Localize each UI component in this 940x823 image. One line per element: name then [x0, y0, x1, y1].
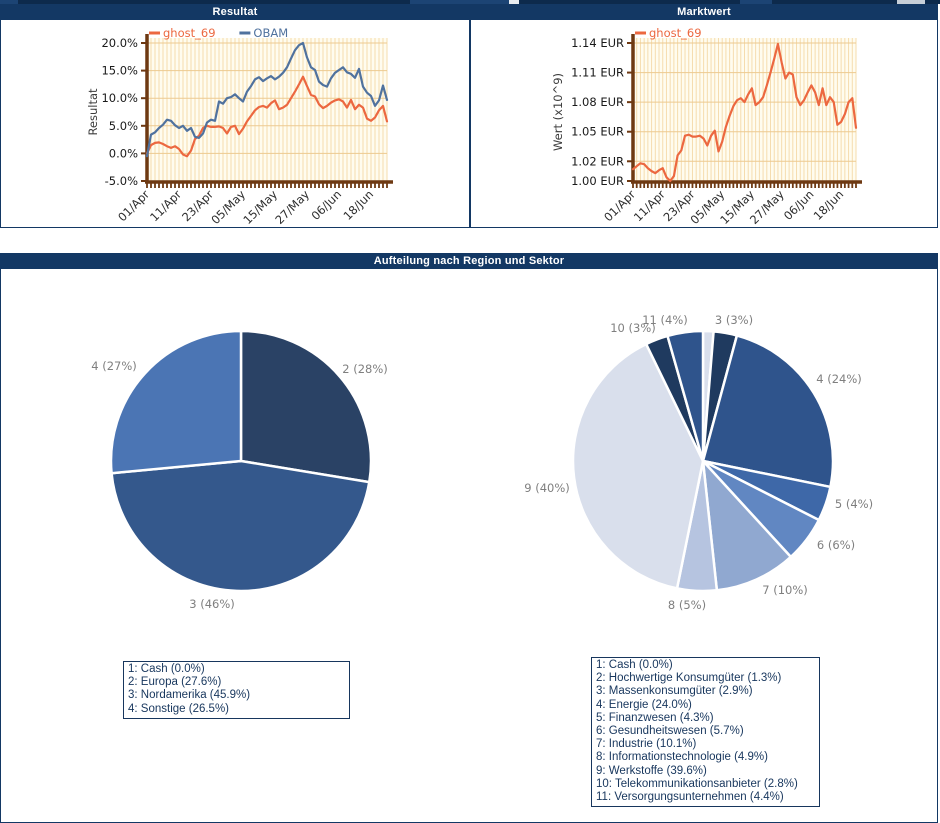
svg-text:23/Apr: 23/Apr: [179, 187, 217, 225]
panel-header: [1, 5, 469, 20]
legend-item: 5: Finanzwesen (4.3%): [596, 711, 714, 724]
pie-slice-2: [241, 331, 371, 482]
svg-text:11/Apr: 11/Apr: [630, 187, 668, 225]
legend-item: 1: Cash (0.0%): [128, 663, 205, 675]
legend-item: 11: Versorgungsunternehmen (4.4%): [596, 791, 784, 804]
marktwert-line-chart: [471, 20, 937, 227]
svg-text:06/Jun: 06/Jun: [308, 187, 345, 223]
panel-resultat: [0, 4, 470, 228]
pie-slice-label: 4 (27%): [91, 359, 137, 373]
pie-slice-label: 3 (46%): [189, 597, 235, 611]
svg-text:5.0%: 5.0%: [108, 118, 138, 133]
svg-text:15.0%: 15.0%: [101, 63, 138, 78]
pie-slice-label: 9 (40%): [524, 481, 570, 495]
legend-item: 9: Werkstoffe (39.6%): [596, 764, 707, 777]
svg-text:1.08 EUR: 1.08 EUR: [571, 95, 624, 110]
svg-text:ghost_69: ghost_69: [163, 26, 216, 40]
svg-text:27/May: 27/May: [272, 187, 313, 227]
pie-slice-label: 2 (28%): [342, 362, 388, 376]
svg-text:Wert (x10^9): Wert (x10^9): [551, 72, 565, 152]
pie-slice-label: 3 (3%): [714, 313, 754, 327]
svg-text:20.0%: 20.0%: [101, 36, 138, 50]
panel-marktwert: [470, 4, 938, 228]
svg-text:1.05 EUR: 1.05 EUR: [571, 124, 624, 139]
pie-slice-label: 8 (5%): [667, 598, 707, 612]
svg-text:ghost_69: ghost_69: [649, 26, 702, 40]
svg-text:23/Apr: 23/Apr: [660, 187, 698, 225]
svg-text:15/May: 15/May: [240, 187, 281, 227]
svg-text:OBAM: OBAM: [253, 26, 289, 40]
legend-item: 4: Energie (24.0%): [596, 698, 692, 711]
panel-aufteilung: [0, 253, 938, 823]
region-legend-box: [123, 661, 350, 719]
pie-slice-4: [111, 331, 241, 473]
legend-item: 10: Telekommunikationsanbieter (2.8%): [596, 777, 798, 790]
legend-item: 1: Cash (0.0%): [596, 659, 673, 671]
svg-text:01/Apr: 01/Apr: [601, 187, 639, 225]
svg-text:11/Apr: 11/Apr: [147, 187, 185, 225]
legend-item: 2: Europa (27.6%): [128, 676, 222, 689]
svg-text:0.0%: 0.0%: [108, 146, 138, 161]
pie-slice-label: 6 (6%): [816, 538, 856, 552]
pie-slice-label: 10 (3%): [610, 321, 656, 335]
svg-text:27/May: 27/May: [746, 187, 787, 227]
legend-item: 2: Hochwertige Konsumgüter (1.3%): [596, 672, 782, 685]
panel-title-marktwert: Marktwert: [677, 6, 731, 18]
legend-item: 3: Nordamerika (45.9%): [128, 689, 251, 702]
pie-slice-3: [112, 461, 370, 591]
svg-text:1.02 EUR: 1.02 EUR: [571, 154, 624, 169]
legend-item: 4: Sonstige (26.5%): [128, 702, 230, 715]
svg-text:Resultat: Resultat: [86, 88, 100, 136]
panel-title-resultat: Resultat: [212, 6, 258, 18]
svg-text:18/Jun: 18/Jun: [340, 187, 377, 223]
svg-text:01/Apr: 01/Apr: [115, 187, 153, 225]
svg-text:15/May: 15/May: [717, 187, 758, 227]
legend-item: 6: Gesundheitswesen (5.7%): [596, 725, 744, 738]
panel-header: [471, 5, 937, 20]
pie-slice-label: 5 (4%): [834, 497, 874, 511]
panel-header: [1, 254, 937, 269]
svg-text:1.11 EUR: 1.11 EUR: [571, 65, 624, 80]
aufteilung-body: [1, 269, 937, 822]
resultat-line-chart: [1, 20, 469, 227]
resultat-chart-area: [1, 20, 469, 227]
pie-slice-label: 11 (4%): [642, 313, 688, 327]
svg-text:05/May: 05/May: [687, 187, 728, 227]
legend-item: 7: Industrie (10.1%): [596, 738, 697, 751]
sektor-legend-box: [591, 657, 820, 807]
svg-text:05/May: 05/May: [208, 187, 249, 227]
legend-item: 8: Informationstechnologie (4.9%): [596, 751, 768, 764]
pie-slice-label: 7 (10%): [762, 583, 808, 597]
svg-text:18/Jun: 18/Jun: [810, 187, 847, 223]
marktwert-chart-area: [471, 20, 937, 227]
svg-text:1.14 EUR: 1.14 EUR: [571, 36, 624, 50]
legend-item: 3: Massenkonsumgüter (2.9%): [596, 685, 753, 698]
panel-title-aufteilung: Aufteilung nach Region und Sektor: [373, 255, 565, 267]
pie-slice-label: 4 (24%): [816, 372, 862, 386]
svg-text:10.0%: 10.0%: [101, 91, 138, 106]
svg-text:-5.0%: -5.0%: [104, 174, 138, 188]
svg-text:1.00 EUR: 1.00 EUR: [571, 174, 624, 188]
svg-text:06/Jun: 06/Jun: [780, 187, 817, 223]
